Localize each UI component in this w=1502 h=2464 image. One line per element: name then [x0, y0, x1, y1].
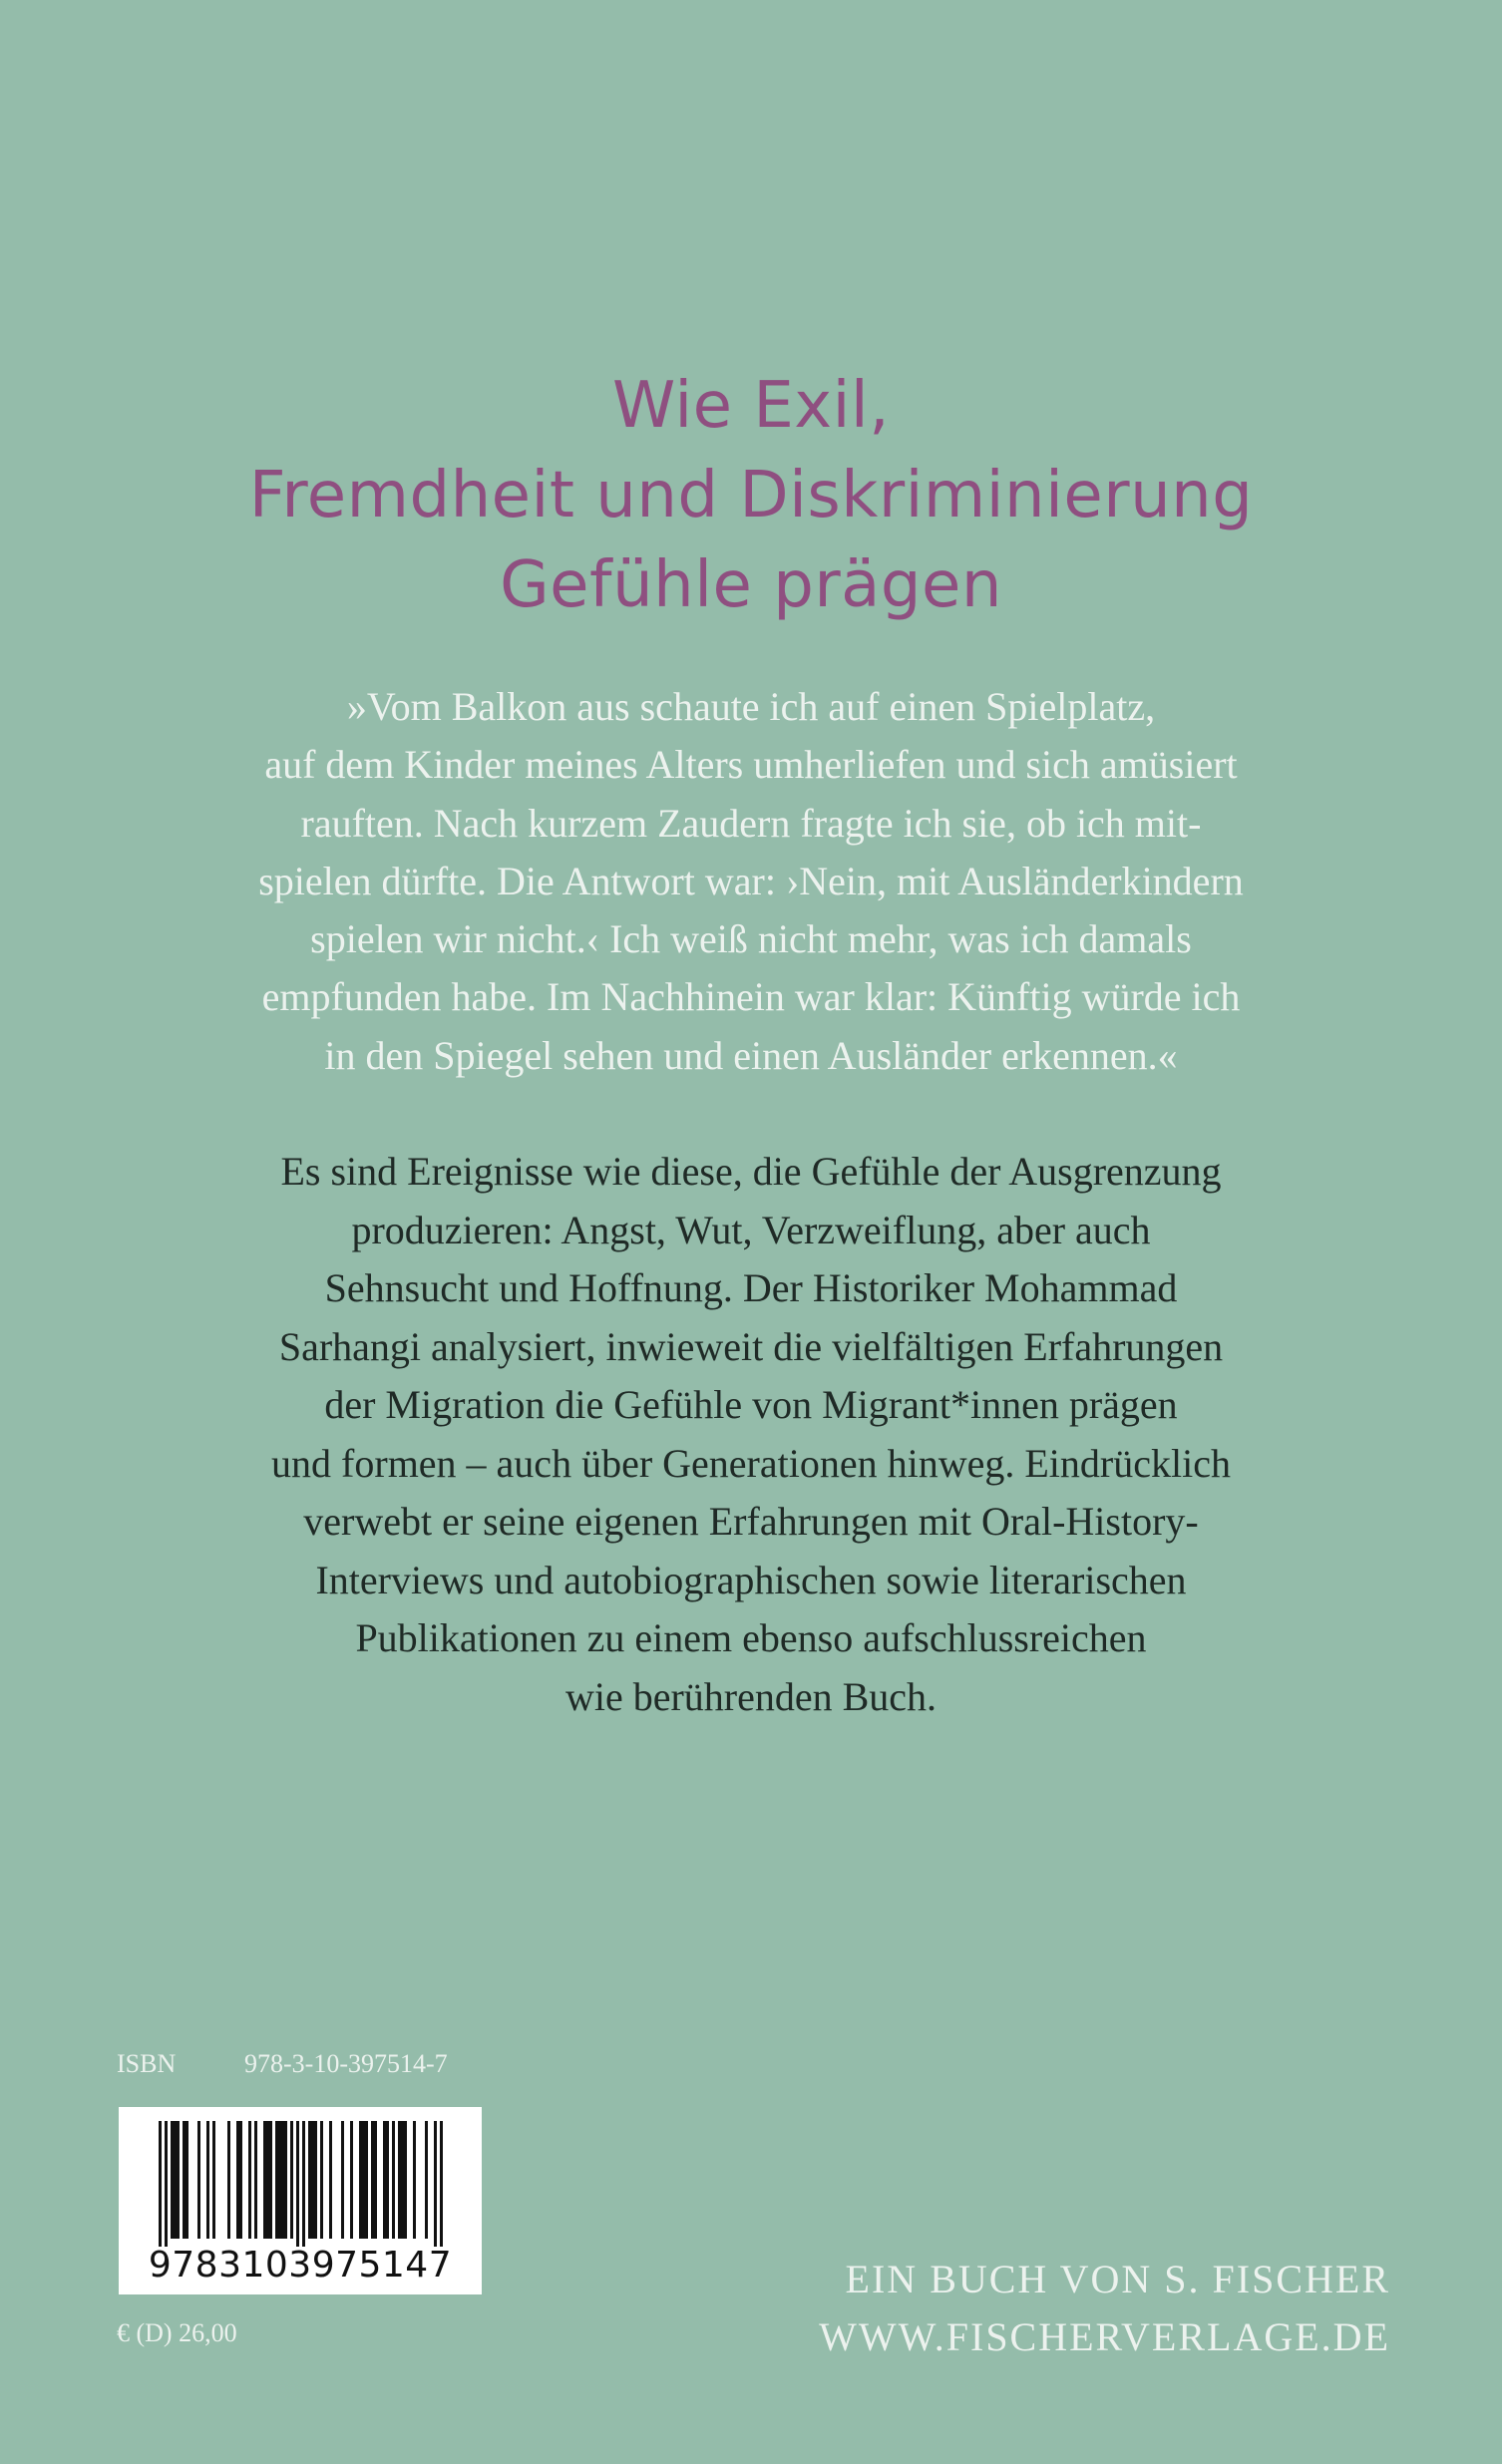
barcode-bar	[275, 2121, 278, 2239]
blurb-line: Publikationen zu einem ebenso aufschlussreichen	[355, 1615, 1147, 1660]
barcode-digits: 9783103975147	[148, 2245, 453, 2286]
barcode-bar	[278, 2121, 281, 2239]
isbn-number: 978-3-10-397514-7	[244, 2049, 448, 2078]
barcode-bar	[434, 2121, 437, 2247]
barcode-bar	[374, 2121, 377, 2239]
blurb-line: Sehnsucht und Hoffnung. Der Historiker Mohammad	[324, 1265, 1178, 1310]
blurb-line: und formen – auch über Generationen hinweg. Eindrücklich	[271, 1440, 1231, 1486]
barcode-bar	[329, 2121, 332, 2239]
quote-line: spielen wir nicht.‹ Ich weiß nicht mehr, was ich damals	[310, 916, 1192, 962]
barcode-bar	[425, 2121, 428, 2239]
barcode-bar	[248, 2121, 251, 2239]
blurb-line: produzieren: Angst, Wut, Verzweiflung, aber auch	[351, 1207, 1151, 1252]
price: € (D) 26,00	[117, 2318, 237, 2347]
blurb-line: Es sind Ereignisse wie diese, die Gefühle der Ausgrenzung	[280, 1149, 1222, 1194]
quote-line: spielen dürfte. Die Antwort war: ›Nein, mit Ausländerkindern	[258, 858, 1244, 903]
barcode-bar	[284, 2121, 287, 2239]
barcode-bar	[314, 2121, 317, 2239]
barcode-bar	[359, 2121, 362, 2239]
barcode-bar	[159, 2121, 162, 2247]
barcode-bar	[341, 2121, 344, 2239]
barcode-bar	[239, 2121, 242, 2239]
barcode-bar	[404, 2121, 407, 2239]
barcode-bar	[290, 2121, 293, 2239]
publisher	[819, 2251, 1390, 2366]
barcode-bar	[296, 2121, 299, 2247]
barcode-bar	[197, 2121, 200, 2239]
quote-line: empfunden habe. Im Nachhinein war klar: Künftig würde ich	[261, 974, 1241, 1020]
barcode-bar	[263, 2121, 266, 2239]
barcode-bar	[365, 2121, 368, 2239]
barcode-bar	[206, 2121, 209, 2239]
barcode-bar	[236, 2121, 239, 2239]
publisher-website: WWW.FISCHERVERLAGE.DE	[819, 2314, 1390, 2359]
barcode-bar	[186, 2121, 188, 2239]
barcode-bar	[227, 2121, 230, 2239]
barcode-bar	[398, 2121, 401, 2239]
barcode-bar	[212, 2121, 215, 2239]
blurb-line: Sarhangi analysiert, inwieweit die vielfältigen Erfahrungen	[278, 1323, 1224, 1369]
barcode-bar	[311, 2121, 314, 2239]
barcode-bar	[401, 2121, 404, 2239]
barcode-bar	[392, 2121, 395, 2239]
barcode-bar	[177, 2121, 180, 2239]
blurb-line: wie berührenden Buch.	[564, 1673, 938, 1719]
headline-line-1: Wie Exil,	[611, 369, 891, 443]
barcode-bar	[171, 2121, 174, 2239]
barcode-bar	[440, 2121, 443, 2247]
barcode-bar	[371, 2121, 374, 2239]
barcode-bar	[183, 2121, 186, 2239]
blurb-line: verwebt er seine eigenen Erfahrungen mit Oral-History-	[303, 1499, 1199, 1544]
barcode-bar	[281, 2121, 284, 2239]
blurb-line: Interviews und autobiographischen sowie literarischen	[315, 1557, 1187, 1602]
barcode-bar	[174, 2121, 177, 2239]
blurb-line: der Migration die Gefühle von Migrant*innen prägen	[324, 1382, 1178, 1427]
barcode	[119, 2107, 482, 2294]
barcode-bar	[308, 2121, 311, 2239]
headline-line-3: Gefühle prägen	[500, 548, 1002, 622]
barcode-bar	[266, 2121, 269, 2239]
headline-line-2: Fremdheit und Diskriminierung	[248, 459, 1254, 532]
barcode-bars	[119, 2107, 482, 2247]
barcode-bar	[383, 2121, 386, 2239]
barcode-bar	[269, 2121, 272, 2239]
isbn-label: ISBN	[117, 2049, 177, 2078]
barcode-bar	[320, 2121, 323, 2239]
quote-line: auf dem Kinder meines Alters umherliefen und sich amüsiert	[264, 742, 1238, 788]
quote-line: rauften. Nach kurzem Zaudern fragte ich sie, ob ich mit-	[300, 800, 1202, 846]
barcode-bar	[254, 2121, 257, 2239]
quote	[0, 678, 1502, 1085]
barcode-bar	[350, 2121, 353, 2239]
headline	[0, 361, 1502, 630]
barcode-bar	[362, 2121, 365, 2239]
quote-line: »Vom Balkon aus schaute ich auf einen Spielplatz,	[346, 684, 1156, 729]
blurb	[0, 1143, 1502, 1726]
publisher-imprint: EIN BUCH VON S. FISCHER	[845, 2257, 1390, 2301]
barcode-bar	[386, 2121, 389, 2239]
quote-line: in den Spiegel sehen und einen Ausländer erkennen.«	[324, 1032, 1178, 1078]
barcode-bar	[413, 2121, 416, 2239]
barcode-bar	[302, 2121, 305, 2247]
barcode-bar	[165, 2121, 168, 2247]
